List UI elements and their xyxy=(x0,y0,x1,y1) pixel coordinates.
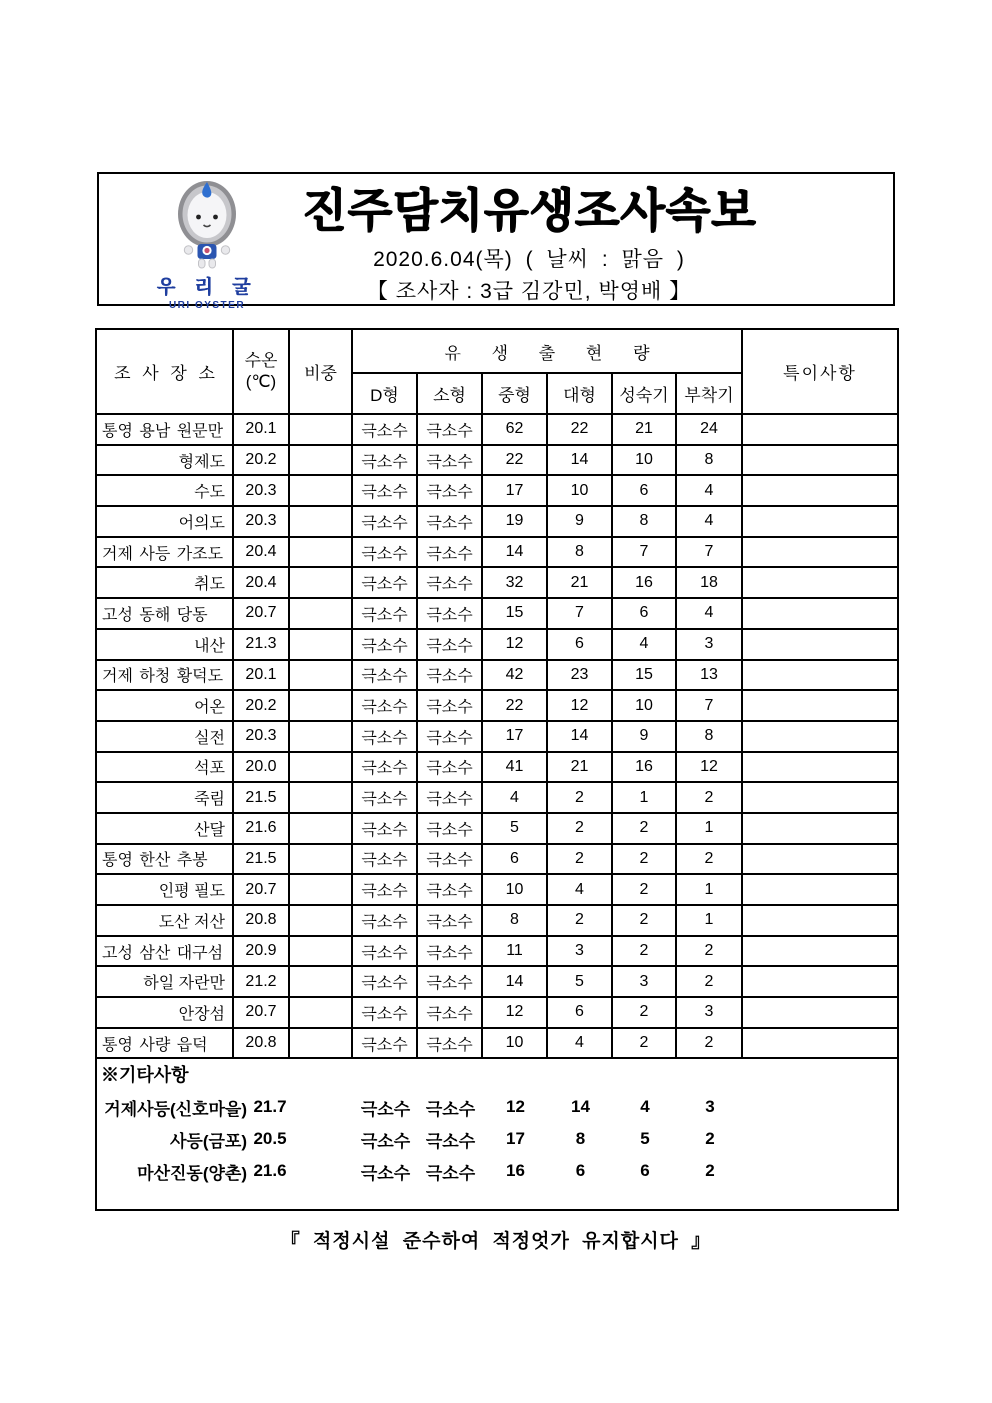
cell-place: 통영 용남 원문만 xyxy=(96,414,233,445)
cell-large: 9 xyxy=(547,506,612,537)
cell-mid: 17 xyxy=(482,475,547,506)
table-row xyxy=(96,414,898,445)
cell-mature: 2 xyxy=(612,813,676,844)
cell-note xyxy=(742,752,898,783)
misc-cell-mid: 12 xyxy=(506,1097,525,1117)
table-row xyxy=(96,874,898,905)
table-row xyxy=(96,936,898,967)
cell-mature: 16 xyxy=(612,752,676,783)
cell-large: 12 xyxy=(547,690,612,721)
cell-d-type: 극소수 xyxy=(352,874,417,905)
table-row xyxy=(96,690,898,721)
misc-cell-mid: 17 xyxy=(506,1129,525,1149)
cell-small: 극소수 xyxy=(417,905,482,936)
cell-d-type: 극소수 xyxy=(352,598,417,629)
cell-temp: 21.3 xyxy=(233,629,289,660)
cell-d-type: 극소수 xyxy=(352,721,417,752)
cell-gravity xyxy=(289,598,352,629)
cell-mid: 22 xyxy=(482,690,547,721)
misc-cell-large: 6 xyxy=(575,1161,586,1181)
table-row xyxy=(96,567,898,598)
cell-gravity xyxy=(289,905,352,936)
cell-temp: 21.2 xyxy=(233,966,289,997)
cell-mid: 6 xyxy=(482,844,547,875)
cell-temp: 20.9 xyxy=(233,936,289,967)
cell-mid: 32 xyxy=(482,567,547,598)
cell-temp: 20.7 xyxy=(233,874,289,905)
col-header-place: 조 사 장 소 xyxy=(96,329,233,414)
cell-gravity xyxy=(289,690,352,721)
misc-cell-mature: 4 xyxy=(640,1097,650,1117)
misc-cell-mature: 5 xyxy=(640,1129,650,1149)
cell-place: 실전 xyxy=(96,721,233,752)
cell-note xyxy=(742,567,898,598)
cell-d-type: 극소수 xyxy=(352,813,417,844)
cell-small: 극소수 xyxy=(417,966,482,997)
cell-temp: 20.2 xyxy=(233,445,289,476)
cell-large: 2 xyxy=(547,844,612,875)
misc-row xyxy=(97,1091,897,1123)
col-header-d-type: D형 xyxy=(352,373,417,414)
cell-note xyxy=(742,874,898,905)
cell-mature: 10 xyxy=(612,690,676,721)
cell-mature: 16 xyxy=(612,567,676,598)
cell-gravity xyxy=(289,813,352,844)
cell-large: 8 xyxy=(547,537,612,568)
misc-cell-small: 극소수 xyxy=(425,1163,476,1183)
cell-small: 극소수 xyxy=(417,690,482,721)
cell-large: 23 xyxy=(547,660,612,691)
cell-large: 2 xyxy=(547,782,612,813)
cell-gravity xyxy=(289,537,352,568)
cell-mature: 3 xyxy=(612,966,676,997)
cell-d-type: 극소수 xyxy=(352,752,417,783)
cell-gravity xyxy=(289,997,352,1028)
table-row xyxy=(96,997,898,1028)
cell-place: 어의도 xyxy=(96,506,233,537)
cell-attach: 2 xyxy=(676,1028,742,1059)
cell-note xyxy=(742,537,898,568)
col-header-mature: 성숙기 xyxy=(612,373,676,414)
cell-note xyxy=(742,598,898,629)
cell-temp: 20.7 xyxy=(233,598,289,629)
cell-mid: 4 xyxy=(482,782,547,813)
cell-mature: 10 xyxy=(612,445,676,476)
page-title: 진주담치유생조사속보 xyxy=(301,184,757,236)
cell-attach: 24 xyxy=(676,414,742,445)
misc-rows xyxy=(97,1091,897,1187)
cell-temp: 21.5 xyxy=(233,844,289,875)
cell-mature: 2 xyxy=(612,936,676,967)
footer-slogan: 『 적정시설 준수하여 적정엇가 유지합시다 』 xyxy=(280,1231,712,1252)
cell-attach: 13 xyxy=(676,660,742,691)
cell-place: 수도 xyxy=(96,475,233,506)
cell-gravity xyxy=(289,475,352,506)
cell-temp: 20.4 xyxy=(233,567,289,598)
cell-mature: 8 xyxy=(612,506,676,537)
cell-large: 14 xyxy=(547,445,612,476)
cell-large: 3 xyxy=(547,936,612,967)
cell-d-type: 극소수 xyxy=(352,475,417,506)
col-header-mid: 중형 xyxy=(482,373,547,414)
cell-d-type: 극소수 xyxy=(352,690,417,721)
misc-cell-attach: 3 xyxy=(705,1097,715,1117)
cell-large: 4 xyxy=(547,1028,612,1059)
cell-place: 하일 자란만 xyxy=(96,966,233,997)
cell-place: 형제도 xyxy=(96,445,233,476)
header-box xyxy=(97,172,895,311)
cell-place: 산달 xyxy=(96,813,233,844)
table-row xyxy=(96,721,898,752)
misc-row xyxy=(97,1123,897,1155)
cell-attach: 12 xyxy=(676,752,742,783)
cell-mid: 62 xyxy=(482,414,547,445)
table-row xyxy=(96,475,898,506)
cell-small: 극소수 xyxy=(417,1028,482,1059)
misc-cell-place: 거제사등(신호마을) xyxy=(104,1099,247,1119)
cell-temp: 20.7 xyxy=(233,997,289,1028)
misc-cell-d-type: 극소수 xyxy=(360,1131,411,1151)
cell-d-type: 극소수 xyxy=(352,782,417,813)
cell-mid: 12 xyxy=(482,997,547,1028)
cell-attach: 3 xyxy=(676,629,742,660)
cell-gravity xyxy=(289,844,352,875)
survey-table xyxy=(95,328,899,1211)
cell-mid: 22 xyxy=(482,445,547,476)
cell-place: 죽림 xyxy=(96,782,233,813)
cell-gravity xyxy=(289,506,352,537)
misc-label: ※기타사항 xyxy=(101,1065,189,1086)
table-row xyxy=(96,966,898,997)
cell-note xyxy=(742,1028,898,1059)
cell-large: 7 xyxy=(547,598,612,629)
cell-attach: 2 xyxy=(676,844,742,875)
cell-mid: 12 xyxy=(482,629,547,660)
cell-mature: 2 xyxy=(612,1028,676,1059)
table-row xyxy=(96,905,898,936)
cell-gravity xyxy=(289,782,352,813)
table-row xyxy=(96,660,898,691)
misc-cell-d-type: 극소수 xyxy=(360,1099,411,1119)
cell-d-type: 극소수 xyxy=(352,936,417,967)
cell-temp: 21.5 xyxy=(233,782,289,813)
cell-place: 취도 xyxy=(96,567,233,598)
misc-section xyxy=(96,1058,898,1210)
cell-attach: 8 xyxy=(676,445,742,476)
cell-attach: 7 xyxy=(676,537,742,568)
cell-gravity xyxy=(289,445,352,476)
cell-large: 5 xyxy=(547,966,612,997)
cell-gravity xyxy=(289,629,352,660)
misc-cell-place: 사등(금포) xyxy=(169,1131,247,1151)
cell-mid: 8 xyxy=(482,905,547,936)
cell-d-type: 극소수 xyxy=(352,537,417,568)
cell-d-type: 극소수 xyxy=(352,905,417,936)
misc-cell-d-type: 극소수 xyxy=(360,1163,411,1183)
oyster-mascot-icon xyxy=(167,178,247,270)
cell-note xyxy=(742,414,898,445)
cell-note xyxy=(742,905,898,936)
surveyor-line: 【 조사자 : 3급 김강민, 박영배 】 xyxy=(366,279,692,303)
cell-d-type: 극소수 xyxy=(352,660,417,691)
cell-large: 2 xyxy=(547,813,612,844)
cell-gravity xyxy=(289,874,352,905)
cell-d-type: 극소수 xyxy=(352,844,417,875)
col-header-temp: 수온 (℃) xyxy=(233,329,289,414)
cell-mid: 10 xyxy=(482,1028,547,1059)
cell-small: 극소수 xyxy=(417,475,482,506)
cell-mid: 5 xyxy=(482,813,547,844)
cell-gravity xyxy=(289,1028,352,1059)
misc-cell-large: 14 xyxy=(571,1097,590,1117)
misc-cell-temp: 21.7 xyxy=(253,1097,287,1117)
cell-mid: 14 xyxy=(482,537,547,568)
cell-place: 어온 xyxy=(96,690,233,721)
col-header-gravity: 비중 xyxy=(289,329,352,414)
cell-large: 4 xyxy=(547,874,612,905)
cell-place: 내산 xyxy=(96,629,233,660)
cell-mature: 2 xyxy=(612,905,676,936)
cell-temp: 20.3 xyxy=(233,475,289,506)
cell-mature: 1 xyxy=(612,782,676,813)
cell-attach: 3 xyxy=(676,997,742,1028)
misc-cell-mature: 6 xyxy=(640,1161,650,1181)
table-row xyxy=(96,752,898,783)
cell-d-type: 극소수 xyxy=(352,567,417,598)
misc-cell-place: 마산진동(양촌) xyxy=(137,1163,247,1183)
cell-d-type: 극소수 xyxy=(352,997,417,1028)
cell-temp: 20.3 xyxy=(233,506,289,537)
cell-gravity xyxy=(289,660,352,691)
col-header-notes: 특이사항 xyxy=(742,329,898,414)
cell-small: 극소수 xyxy=(417,660,482,691)
cell-gravity xyxy=(289,721,352,752)
cell-mid: 11 xyxy=(482,936,547,967)
cell-mid: 17 xyxy=(482,721,547,752)
cell-note xyxy=(742,936,898,967)
cell-large: 22 xyxy=(547,414,612,445)
cell-mature: 2 xyxy=(612,997,676,1028)
cell-place: 석포 xyxy=(96,752,233,783)
misc-cell-attach: 2 xyxy=(705,1161,715,1181)
cell-small: 극소수 xyxy=(417,721,482,752)
cell-mature: 9 xyxy=(612,721,676,752)
misc-cell-small: 극소수 xyxy=(425,1131,476,1151)
cell-d-type: 극소수 xyxy=(352,414,417,445)
cell-attach: 8 xyxy=(676,721,742,752)
cell-temp: 21.6 xyxy=(233,813,289,844)
cell-mid: 14 xyxy=(482,966,547,997)
cell-mature: 2 xyxy=(612,874,676,905)
cell-note xyxy=(742,966,898,997)
cell-place: 거제 사등 가조도 xyxy=(96,537,233,568)
cell-note xyxy=(742,844,898,875)
cell-mid: 41 xyxy=(482,752,547,783)
cell-small: 극소수 xyxy=(417,445,482,476)
cell-place: 거제 하청 황덕도 xyxy=(96,660,233,691)
cell-large: 6 xyxy=(547,997,612,1028)
misc-cell-attach: 2 xyxy=(705,1129,715,1149)
col-header-small: 소형 xyxy=(417,373,482,414)
cell-place: 통영 사량 읍덕 xyxy=(96,1028,233,1059)
cell-d-type: 극소수 xyxy=(352,966,417,997)
table-row xyxy=(96,813,898,844)
cell-mature: 15 xyxy=(612,660,676,691)
cell-large: 6 xyxy=(547,629,612,660)
cell-large: 10 xyxy=(547,475,612,506)
cell-note xyxy=(742,629,898,660)
cell-attach: 18 xyxy=(676,567,742,598)
cell-d-type: 극소수 xyxy=(352,629,417,660)
cell-mature: 6 xyxy=(612,475,676,506)
cell-mature: 6 xyxy=(612,598,676,629)
table-row xyxy=(96,598,898,629)
cell-place: 안장섬 xyxy=(96,997,233,1028)
cell-d-type: 극소수 xyxy=(352,445,417,476)
cell-temp: 20.8 xyxy=(233,1028,289,1059)
cell-small: 극소수 xyxy=(417,414,482,445)
table-row xyxy=(96,844,898,875)
date-line: 2020.6.04(목) ( 날씨 : 맑음 ) xyxy=(373,247,685,271)
cell-gravity xyxy=(289,966,352,997)
cell-large: 2 xyxy=(547,905,612,936)
col-header-attach: 부착기 xyxy=(676,373,742,414)
table-row xyxy=(96,506,898,537)
cell-mid: 10 xyxy=(482,874,547,905)
cell-large: 21 xyxy=(547,567,612,598)
cell-small: 극소수 xyxy=(417,936,482,967)
cell-note xyxy=(742,445,898,476)
cell-note xyxy=(742,690,898,721)
cell-mature: 7 xyxy=(612,537,676,568)
cell-temp: 20.8 xyxy=(233,905,289,936)
cell-large: 14 xyxy=(547,721,612,752)
cell-attach: 4 xyxy=(676,475,742,506)
cell-note xyxy=(742,506,898,537)
cell-place: 고성 동해 당동 xyxy=(96,598,233,629)
header-text xyxy=(249,182,809,305)
cell-temp: 20.2 xyxy=(233,690,289,721)
table-row xyxy=(96,445,898,476)
cell-attach: 4 xyxy=(676,598,742,629)
cell-note xyxy=(742,660,898,691)
cell-attach: 4 xyxy=(676,506,742,537)
cell-small: 극소수 xyxy=(417,813,482,844)
cell-place: 인평 필도 xyxy=(96,874,233,905)
cell-small: 극소수 xyxy=(417,782,482,813)
table-row xyxy=(96,782,898,813)
cell-mature: 4 xyxy=(612,629,676,660)
misc-cell-temp: 20.5 xyxy=(253,1129,287,1149)
cell-mid: 15 xyxy=(482,598,547,629)
logo-english-text: URI OYSTER xyxy=(168,300,246,311)
logo-korean-text: 우 리 굴 xyxy=(156,277,258,298)
cell-gravity xyxy=(289,414,352,445)
col-header-larvae-group: 유 생 출 현 량 xyxy=(352,329,742,373)
cell-mid: 42 xyxy=(482,660,547,691)
cell-temp: 20.1 xyxy=(233,414,289,445)
cell-attach: 2 xyxy=(676,966,742,997)
cell-small: 극소수 xyxy=(417,844,482,875)
cell-small: 극소수 xyxy=(417,567,482,598)
cell-gravity xyxy=(289,567,352,598)
cell-note xyxy=(742,813,898,844)
col-header-large: 대형 xyxy=(547,373,612,414)
cell-attach: 1 xyxy=(676,905,742,936)
table-row xyxy=(96,629,898,660)
cell-gravity xyxy=(289,936,352,967)
table-row xyxy=(96,537,898,568)
cell-small: 극소수 xyxy=(417,752,482,783)
cell-small: 극소수 xyxy=(417,629,482,660)
cell-temp: 20.4 xyxy=(233,537,289,568)
cell-d-type: 극소수 xyxy=(352,506,417,537)
cell-attach: 2 xyxy=(676,936,742,967)
cell-small: 극소수 xyxy=(417,537,482,568)
cell-place: 통영 한산 추봉 xyxy=(96,844,233,875)
cell-attach: 1 xyxy=(676,813,742,844)
cell-mature: 2 xyxy=(612,844,676,875)
cell-note xyxy=(742,721,898,752)
misc-cell-mid: 16 xyxy=(506,1161,525,1181)
cell-temp: 20.3 xyxy=(233,721,289,752)
misc-cell-large: 8 xyxy=(575,1129,586,1149)
cell-attach: 7 xyxy=(676,690,742,721)
cell-place: 고성 삼산 대구섬 xyxy=(96,936,233,967)
cell-small: 극소수 xyxy=(417,874,482,905)
cell-note xyxy=(742,475,898,506)
cell-small: 극소수 xyxy=(417,598,482,629)
cell-mature: 21 xyxy=(612,414,676,445)
cell-small: 극소수 xyxy=(417,997,482,1028)
misc-cell-small: 극소수 xyxy=(425,1099,476,1119)
misc-row xyxy=(97,1155,897,1187)
cell-place: 도산 저산 xyxy=(96,905,233,936)
cell-attach: 2 xyxy=(676,782,742,813)
cell-d-type: 극소수 xyxy=(352,1028,417,1059)
cell-note xyxy=(742,782,898,813)
misc-cell-temp: 21.6 xyxy=(253,1161,287,1181)
table-row xyxy=(96,1028,898,1059)
cell-temp: 20.1 xyxy=(233,660,289,691)
cell-mid: 19 xyxy=(482,506,547,537)
cell-note xyxy=(742,997,898,1028)
cell-gravity xyxy=(289,752,352,783)
cell-temp: 20.0 xyxy=(233,752,289,783)
cell-large: 21 xyxy=(547,752,612,783)
cell-attach: 1 xyxy=(676,874,742,905)
cell-small: 극소수 xyxy=(417,506,482,537)
